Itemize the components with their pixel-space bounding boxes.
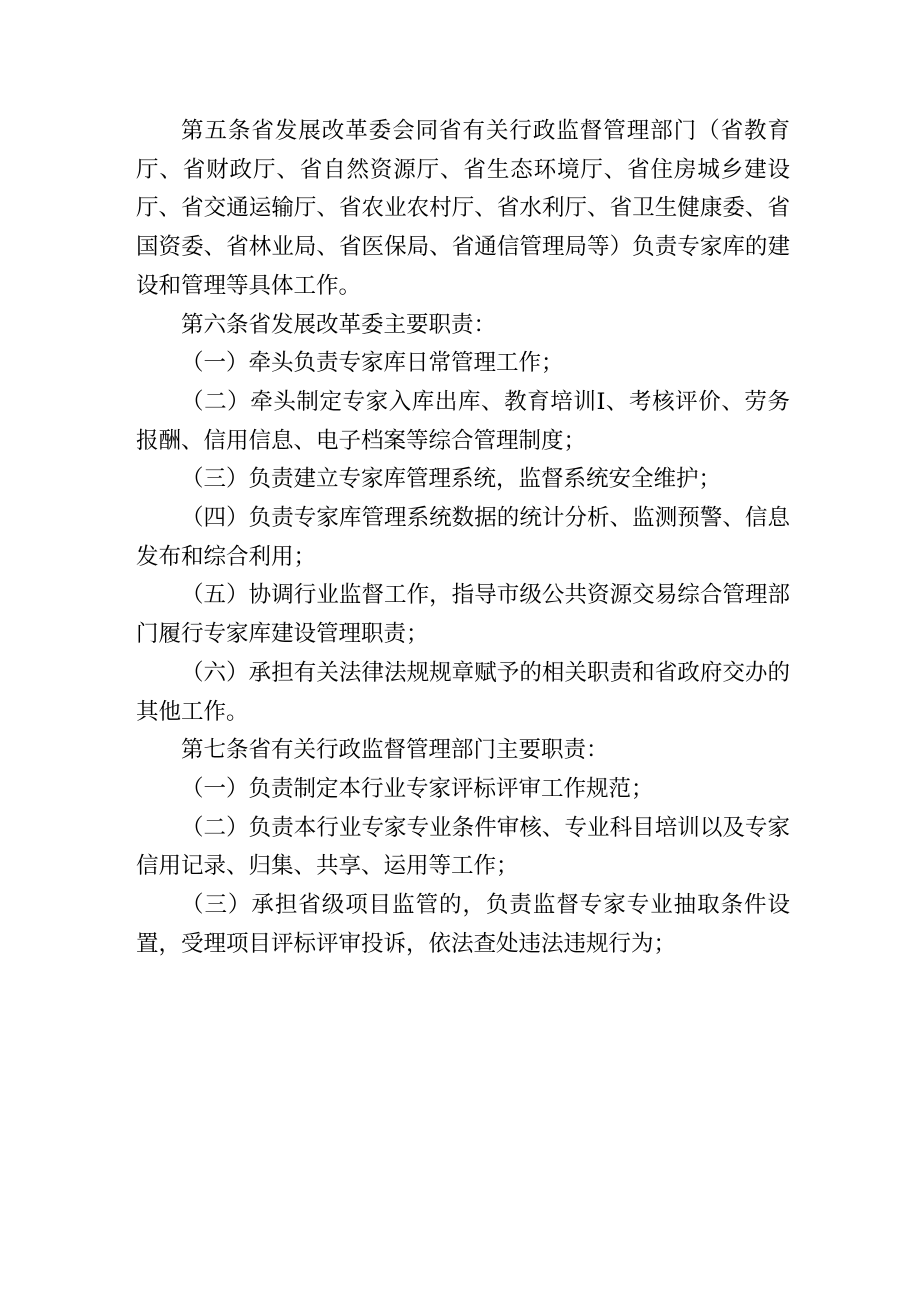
article-7-item-1: （一）负责制定本行业专家评标评审工作规范； (181, 775, 654, 802)
article-6-item-6: （六）承担有关法律法规规章赋予的相关职责和省政府交办的其他工作。 (136, 659, 790, 725)
article-7-heading: 第七条省有关行政监督管理部门主要职责： (181, 737, 609, 764)
article-6-item-1: （一）牵头负责专家库日常管理工作； (181, 350, 564, 377)
article-7-item-3: （三）承担省级项目监管的，负责监督专家专业抽取条件设置，受理项目评标评审投诉，依法查处违法违规行为； (136, 892, 790, 957)
document-body (136, 112, 790, 963)
article-7-item-2: （二）负责本行业专家专业条件审核、专业科目培训以及专家信用记录、归集、共享、运用等工作； (136, 814, 790, 880)
article-6-item-2: （二）牵头制定专家入库出库、教育培训I、考核评价、劳务报酬、信用信息、电子档案等综合管理制度； (136, 388, 790, 454)
article-6-heading: 第六条省发展改革委主要职责： (181, 311, 497, 338)
article-6-item-5: （五）协调行业监督工作，指导市级公共资源交易综合管理部门履行专家库建设管理职责； (136, 582, 790, 648)
article-5-paragraph: 第五条省发展改革委会同省有关行政监督管理部门（省教育厅、省财政厅、省自然资源厅、省生态环境厅、省住房城乡建设厅、省交通运输厅、省农业农村厅、省水利厅、省卫生健康委、省国资委、省林业局、省医保局、省通信管理局等）负责专家库的建设和管理等具体工作。 (136, 118, 790, 299)
article-6-item-3: （三）负责建立专家库管理系统，监督系统安全维护； (181, 466, 722, 493)
article-6-item-4: （四）负责专家库管理系统数据的统计分析、监测预警、信息发布和综合利用； (136, 505, 790, 570)
